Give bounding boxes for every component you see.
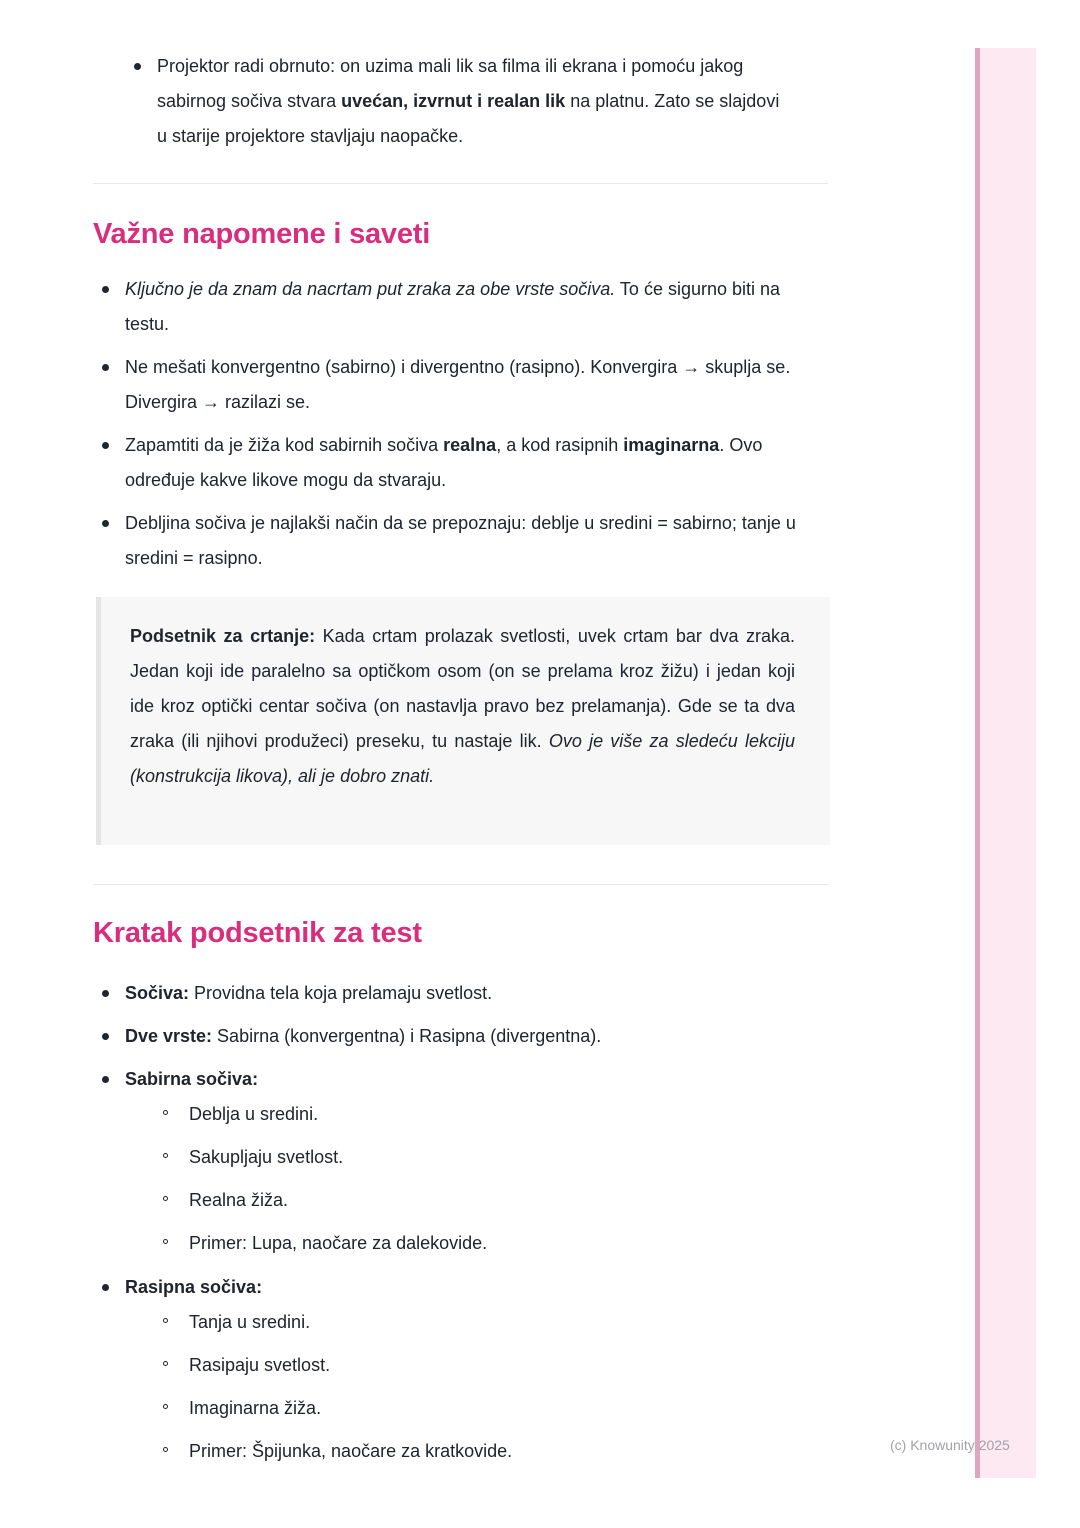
sub-list-item-text: Primer: Lupa, naočare za dalekovide.	[189, 1233, 488, 1253]
bullet-icon	[102, 442, 109, 449]
sub-list-item	[157, 1226, 828, 1261]
sub-list	[157, 1305, 828, 1469]
section-divider	[93, 884, 828, 885]
sub-list-item-text: Realna žiža.	[189, 1190, 289, 1210]
circle-bullet-icon	[163, 1110, 168, 1115]
section-divider	[93, 183, 828, 184]
intro-list	[125, 49, 793, 162]
sub-list-item-text: Imaginarna žiža.	[189, 1398, 322, 1418]
list-item	[93, 350, 828, 420]
bullet-icon	[102, 1076, 109, 1083]
callout-text: Podsetnik za crtanje: Kada crtam prolazak svetlosti, uvek crtam bar dva zraka. Jedan koji ide paralelno sa optičkom osom (on se prelama kroz žižu) i jedan koji ide kroz optički centar sočiva (on nastavlja pravo bez prelamanja). Gde se ta dva zraka (ili njihovi produžeci) preseku, tu nastaje lik. Ovo je više za sledeću lekciju (konstrukcija likova), ali je dobro znati.	[130, 626, 795, 786]
list-item-text: Zapamtiti da je žiža kod sabirnih sočiva realna, a kod rasipnih imaginarna. Ovo određuje kakve likove mogu da stvaraju.	[125, 435, 763, 490]
sub-list-item-text: Sakupljaju svetlost.	[189, 1147, 344, 1167]
bullet-icon	[102, 990, 109, 997]
page-edge-highlight	[975, 48, 1036, 1478]
bullet-icon	[134, 63, 141, 70]
sub-list-item-text: Rasipaju svetlost.	[189, 1355, 331, 1375]
summary-list	[93, 976, 828, 1478]
list-item-text: Rasipna sočiva:	[125, 1277, 263, 1297]
circle-bullet-icon	[163, 1361, 168, 1366]
bullet-icon	[102, 1033, 109, 1040]
section-title-notes: Važne napomene i saveti	[93, 218, 431, 250]
list-item	[93, 976, 828, 1011]
sub-list-item	[157, 1348, 828, 1383]
bullet-icon	[102, 286, 109, 293]
list-item-text: Dve vrste: Sabirna (konvergentna) i Rasipna (divergentna).	[125, 1026, 602, 1046]
sub-list-item	[157, 1183, 828, 1218]
list-item-text: Ne mešati konvergentno (sabirno) i divergentno (rasipno). Konvergira → skuplja se. Divergira → razilazi se.	[125, 357, 791, 412]
sub-list-item-text: Tanja u sredini.	[189, 1312, 311, 1332]
circle-bullet-icon	[163, 1196, 168, 1201]
list-item	[93, 428, 828, 498]
list-item-text: Debljina sočiva je najlakši način da se prepoznaju: deblje u sredini = sabirno; tanje u sredini = rasipno.	[125, 513, 796, 568]
list-item	[93, 506, 828, 576]
sub-list-item-text: Primer: Špijunka, naočare za kratkovide.	[189, 1441, 513, 1461]
list-item	[93, 1062, 828, 1261]
circle-bullet-icon	[163, 1404, 168, 1409]
circle-bullet-icon	[163, 1447, 168, 1452]
circle-bullet-icon	[163, 1153, 168, 1158]
callout-box	[96, 597, 830, 845]
list-item	[93, 1019, 828, 1054]
sub-list-item-text: Deblja u sredini.	[189, 1104, 319, 1124]
bullet-icon	[102, 1284, 109, 1291]
sub-list-item	[157, 1097, 828, 1132]
notes-list	[93, 272, 828, 584]
bullet-icon	[102, 520, 109, 527]
list-item-text: Projektor radi obrnuto: on uzima mali lik sa filma ili ekrana i pomoću jakog sabirnog sočiva stvara uvećan, izvrnut i realan lik na platnu. Zato se slajdovi u starije projektore stavljaju naopačke.	[157, 56, 780, 146]
list-item	[93, 272, 828, 342]
list-item	[93, 1270, 828, 1469]
note-content	[93, 0, 828, 1528]
list-item-text: Sočiva: Providna tela koja prelamaju svetlost.	[125, 983, 493, 1003]
sub-list-item	[157, 1140, 828, 1175]
list-item-text: Ključno je da znam da nacrtam put zraka za obe vrste sočiva. To će sigurno biti na testu.	[125, 279, 781, 334]
circle-bullet-icon	[163, 1239, 168, 1244]
list-item	[125, 49, 793, 154]
list-item-text: Sabirna sočiva:	[125, 1069, 259, 1089]
sub-list-item	[157, 1434, 828, 1469]
watermark: (c) Knowunity 2025	[890, 1437, 1010, 1453]
sub-list-item	[157, 1391, 828, 1426]
sub-list	[157, 1097, 828, 1261]
circle-bullet-icon	[163, 1318, 168, 1323]
bullet-icon	[102, 364, 109, 371]
section-title-summary: Kratak podsetnik za test	[93, 917, 422, 949]
sub-list-item	[157, 1305, 828, 1340]
